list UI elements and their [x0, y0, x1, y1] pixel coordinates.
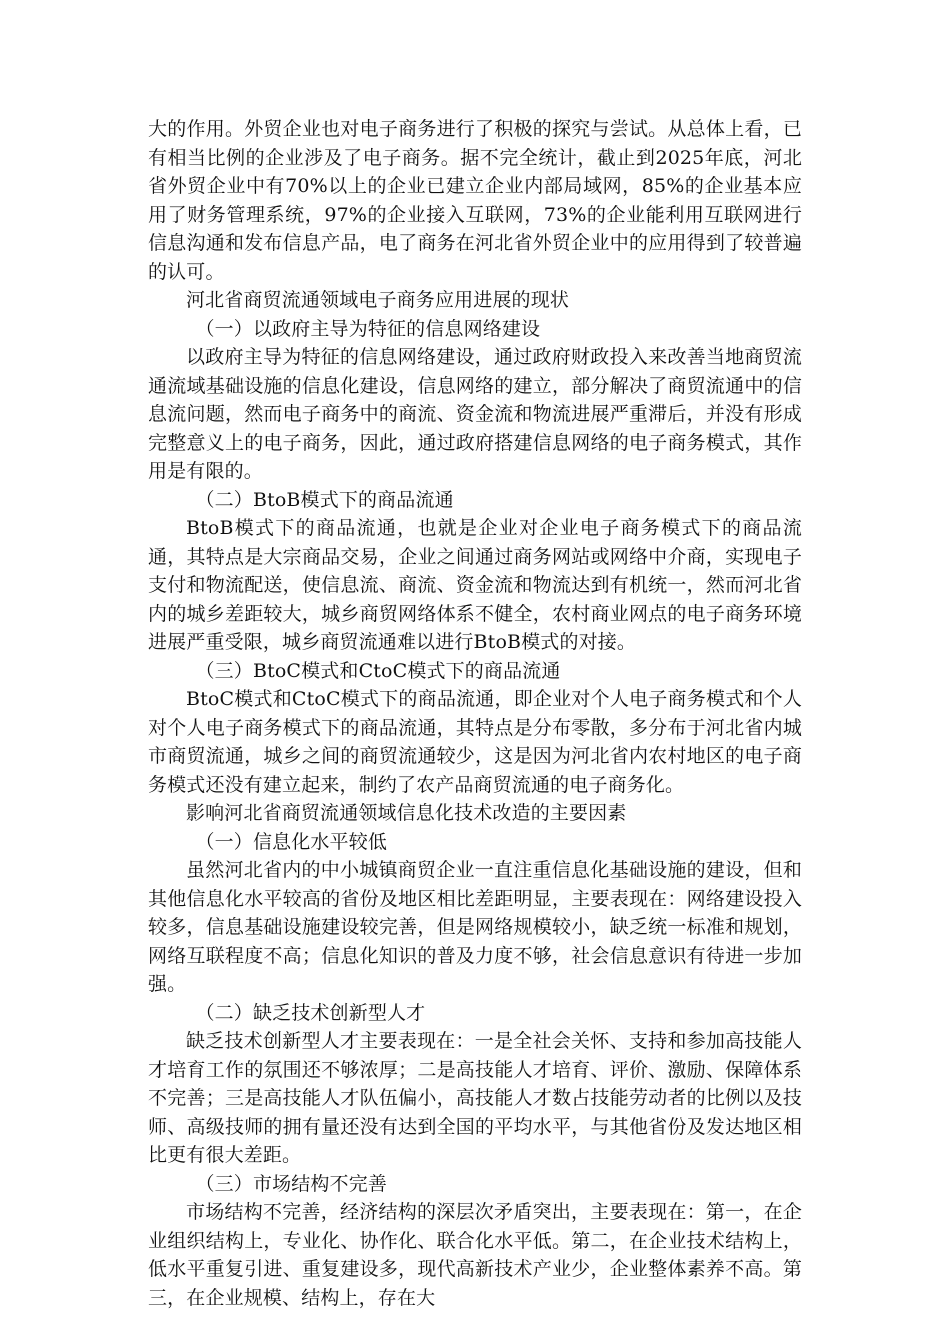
subheading-talent: （二）缺乏技术创新型人才 — [195, 1001, 426, 1024]
subheading-btoc-ctoc: （三）BtoC模式和CtoC模式下的商品流通 — [195, 659, 561, 682]
section-heading-factors: 影响河北省商贸流通领域信息化技术改造的主要因素 — [186, 802, 627, 824]
paragraph-government-network: 以政府主导为特征的信息网络建设，通过政府财政投入来改善当地商贸流通流域基础设施的信息化建设，信息网络的建立，部分解决了商贸流通中的信息流问题，然而电子商务中的商流、资金流和物流进展严重滞后，并没有形成完整意义上的电子商务，因此，通过政府搭建信息网络的电子商务模式，其作用是有限的。 — [148, 346, 802, 482]
subheading-informatization: （一）信息化水平较低 — [195, 830, 388, 853]
paragraph-btob: BtoB模式下的商品流通，也就是企业对企业电子商务模式下的商品流通，其特点是大宗商品交易，企业之间通过商务网站或网络中介商，实现电子支付和物流配送，使信息流、商流、资金流和物流达到有机统一，然而河北省内的城乡差距较大，城乡商贸网络体系不健全，农村商业网点的电子商务环境进展严重受限，城乡商贸流通难以进行BtoB模式的对接。 — [148, 517, 802, 653]
subheading-btob: （二）BtoB模式下的商品流通 — [195, 488, 454, 511]
paragraph-informatization: 虽然河北省内的中小城镇商贸企业一直注重信息化基础设施的建设，但和其他信息化水平较高的省份及地区相比差距明显，主要表现在：网络建设投入较多，信息基础设施建设较完善，但是网络规模较小，缺乏统一标准和规划，网络互联程度不高；信息化知识的普及力度不够，社会信息意识有待进一步加强。 — [148, 859, 802, 995]
paragraph-continued: 大的作用。外贸企业也对电子商务进行了积极的探究与尝试。从总体上看，已有相当比例的企业涉及了电子商务。据不完全统计，截止到2025年底，河北省外贸企业中有70%以上的企业已建立企业内部局域网，85%的企业基本应用了财务管理系统，97%的企业接入互联网，73%的企业能利用互联网进行信息沟通和发布信息产品，电了商务在河北省外贸企业中的应用得到了较普遍的认可。 — [148, 118, 802, 283]
subheading-market-structure: （三）市场结构不完善 — [195, 1172, 388, 1195]
subheading-government-network: （一）以政府主导为特征的信息网络建设 — [195, 317, 541, 340]
section-heading-status: 河北省商贸流通领域电子商务应用进展的现状 — [186, 289, 570, 311]
paragraph-market-structure: 市场结构不完善，经济结构的深层次矛盾突出，主要表现在：第一，在企业组织结构上，专业化、协作化、联合化水平低。第二，在企业技术结构上，低水平重复引进、重复建设多，现代高新技术产业少，企业整体素养不高。第三，在企业规模、结构上，存在大 — [148, 1201, 802, 1309]
paragraph-talent: 缺乏技术创新型人才主要表现在：一是全社会关怀、支持和参加高技能人才培育工作的氛围还不够浓厚；二是高技能人才培育、评价、激励、保障体系不完善；三是高技能人才队伍偏小，高技能人才数占技能劳动者的比例以及技师、高级技师的拥有量还没有达到全国的平均水平，与其他省份及发达地区相比更有很大差距。 — [148, 1030, 802, 1166]
paragraph-btoc-ctoc: BtoC模式和CtoC模式下的商品流通，即企业对个人电子商务模式和个人对个人电子商务模式下的商品流通，其特点是分布零散，多分布于河北省内城市商贸流通，城乡之间的商贸流通较少，这是因为河北省内农村地区的电子商务模式还没有建立起来，制约了农产品商贸流通的电子商务化。 — [148, 688, 802, 796]
document-body — [148, 115, 802, 1312]
